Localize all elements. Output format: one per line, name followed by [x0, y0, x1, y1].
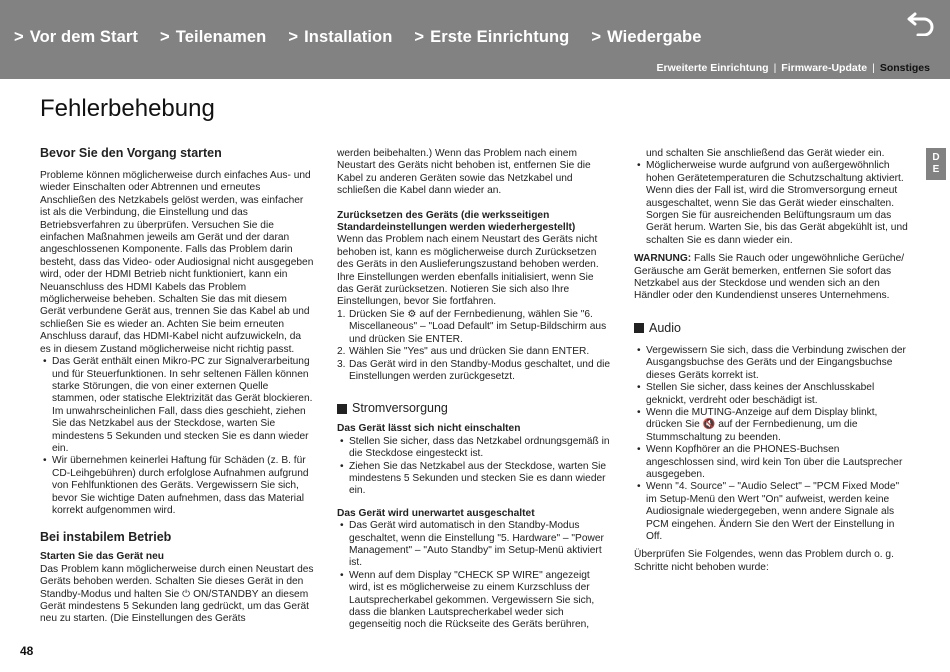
nav-installation[interactable]: > Installation	[288, 28, 393, 46]
heading-audio: Audio	[634, 321, 910, 336]
nav-teilenamen[interactable]: > Teilenamen	[160, 28, 267, 46]
list-item: • Wenn Kopfhörer an die PHONES-Buchsen angeschlossen sind, wird kein Ton über die Lautsprecher ausgegeben.	[634, 444, 910, 481]
square-bullet-icon	[337, 404, 347, 414]
paragraph-continued: werden beibehalten.) Wenn das Problem nach einem Neustart des Geräts nicht behoben ist, entfernen Sie die Kabel zu anderen Geräten sowie das Netzkabel und schließen die Kabel dann wieder an.	[337, 148, 591, 197]
nav-vor-dem-start[interactable]: > Vor dem Start	[14, 28, 139, 46]
setup-gear-icon: ⚙	[407, 308, 417, 320]
power-icon: ⏻	[182, 588, 191, 600]
list-item: • Das Gerät wird automatisch in den Standby-Modus geschaltet, wenn die Einstellung "5. Hardware" – "Power Management" – "Auto Standby" im Setup-Menü aktiviert ist.	[337, 520, 611, 570]
list-item: • Möglicherweise wurde aufgrund von außergewöhnlich hohen Gerätetemperaturen die Schutzschaltung aktiviert. Wenn dies der Fall ist, wird die Stromversorgung erneut ausgeschaltet, wenn Sie das Gerät wieder einschalten. Sorgen Sie für ausreichenden Belüftungsraum um das Gerät herum. Warten Sie, bis das Gerät abgekühlt ist, und schalten Sie es dann wieder ein.	[634, 160, 910, 247]
list-item: • Stellen Sie sicher, dass das Netzkabel ordnungsgemäß in die Steckdose eingesteckt ist.	[337, 436, 611, 461]
warning-paragraph: WARNUNG: Falls Sie Rauch oder ungewöhnliche Gerüche/ Geräusche am Gerät bemerken, entfernen Sie sofort das Netzkabel aus der Steckdose und wenden sich an den Händler oder den Kundendienst unseres Unternehmens.	[634, 253, 905, 302]
paragraph-zuruecksetzen: Wenn das Problem nach einem Neustart des Geräts nicht behoben ist, kann es möglicherweise durch Zurücksetzen des Geräts in den Auslieferungszustand behoben werden. Ihre Einstellungen werden ebenfalls initialisiert, wenn Sie das Gerät zurücksetzen. Notieren Sie sich also Ihre Einstellungen, bevor Sie fortfahren.	[337, 234, 599, 308]
subnav-separator: |	[872, 62, 875, 74]
paragraph-continued: und schalten Sie anschließend das Gerät wieder ein.	[646, 148, 885, 159]
square-bullet-icon	[634, 323, 644, 333]
column-3	[634, 148, 910, 574]
nav-wiedergabe[interactable]: > Wiedergabe	[591, 28, 702, 46]
subnav-firmware-update[interactable]: Firmware-Update	[781, 62, 868, 74]
subheading-unerwartet-aus: Das Gerät wird unerwartet ausgeschaltet	[337, 507, 535, 519]
subheading-nicht-einschalten: Das Gerät lässt sich nicht einschalten	[337, 423, 521, 435]
reset-steps	[337, 309, 611, 383]
column-2	[337, 148, 611, 632]
top-navigation-bar	[0, 0, 950, 79]
return-arrow-icon[interactable]	[906, 10, 936, 36]
subheading-zuruecksetzen: Zurücksetzen des Geräts (die werksseitigen Standardeinstellungen werden wiederhergestellt)	[337, 209, 576, 234]
subnav-sonstiges[interactable]: Sonstiges	[879, 62, 930, 74]
language-tab[interactable]: D E	[926, 148, 946, 180]
nav-erste-einrichtung[interactable]: > Erste Einrichtung	[414, 28, 570, 46]
bullet-list-heat	[634, 160, 910, 247]
list-item: • Wir übernehmen keinerlei Haftung für Schäden (z. B. für CD-Leihgebühren) durch erfolglose Aufnahmen aufgrund von Fehlfunktionen des Geräts. Vergewissern Sie sich, bevor Sie wichtige Daten aufnehmen, dass das Material korrekt aufgenommen wird.	[40, 455, 314, 517]
paragraph-intro: Probleme können möglicherweise durch einfaches Aus- und wieder Einschalten oder Abtrennen und erneutes Anschließen des Netzkabels gelöst werden, was einfacher ist als die Verbindung, die Einstellung und das Betriebsverfahren zu überprüfen. Versuchen Sie die einfachen Maßnahmen jeweils am Gerät und der daran angeschlossenen Komponente. Falls das Problem darin besteht, dass das Video- oder Audiosignal nicht ausgegeben wird, oder der HDMI Betrieb nicht funktioniert, kann ein Neuanschluss des HDMI Kabels das Problem möglicherweise beheben. Schalten Sie das mit diesem Gerät verbundene Gerät aus, trennen Sie das Kabel ab und schließen Sie es wieder an. Achten Sie beim erneuten Anschluss darauf, das HDMI-Kabel nicht aufzuwickeln, da es in diesem Zustand möglicherweise nicht richtig passt.	[40, 170, 314, 355]
bullet-list-strom1	[337, 436, 611, 498]
list-item: • Vergewissern Sie sich, dass die Verbindung zwischen der Ausgangsbuchse des Geräts und der Eingangsbuchse dieses Geräts korrekt ist.	[634, 345, 910, 382]
paragraph-neustart: Das Problem kann möglicherweise durch einen Neustart des Geräts behoben werden. Schalten Sie dieses Gerät in den Standby-Modus und halten Sie ⏻ ON/STANDBY an diesem Gerät mindestens 5 Sekunden lang gedrückt, um das Gerät neu zu starten. (Die Einstellungen des Geräts	[40, 563, 314, 625]
list-item: 3. Das Gerät wird in den Standby-Modus geschaltet, und die Einstellungen werden zurückgesetzt.	[337, 358, 611, 382]
paragraph-after-steps: Überprüfen Sie Folgendes, wenn das Problem durch o. g. Schritte nicht behoben wurde:	[634, 549, 894, 573]
column-1	[40, 146, 314, 626]
list-item: 1. Drücken Sie ⚙ auf der Fernbedienung, wählen Sie "6. Miscellaneous" – "Load Default" im Setup-Bildschirm aus und drücken Sie ENTER.	[337, 308, 607, 345]
heading-bevor-sie-starten: Bevor Sie den Vorgang starten	[40, 146, 222, 160]
warning-label: WARNUNG:	[634, 253, 692, 265]
list-item: • Wenn die MUTING-Anzeige auf dem Display blinkt, drücken Sie 🔇 auf der Fernbedienung, um die Stummschaltung zu beenden.	[634, 407, 910, 444]
heading-stromversorgung: Stromversorgung	[337, 401, 611, 416]
page-title: Fehlerbehebung	[40, 95, 215, 122]
list-item: • Ziehen Sie das Netzkabel aus der Steckdose, warten Sie mindestens 5 Sekunden und stecken Sie es dann wieder ein.	[337, 461, 611, 498]
list-item: • Wenn auf dem Display "CHECK SP WIRE" angezeigt wird, ist es möglicherweise zu einem Kurzschluss der Lautsprecherkabel gekommen. Vergewissern Sie sich, dass die blanken Lautsprecherkabel weder sich gegenseitig noch die Rückseite des Geräts berühren,	[337, 570, 611, 632]
bullet-list-intro	[40, 356, 314, 517]
mute-icon: 🔇	[702, 419, 716, 431]
bullet-list-strom2	[337, 520, 611, 632]
list-item: • Wenn "4. Source" – "Audio Select" – "PCM Fixed Mode" im Setup-Menü den Wert "On" aufweist, werden keine Audiosignale wiedergegeben, wenn andere Signale als PCM eingehen. Ändern Sie den Wert der Einstellung in Off.	[634, 481, 910, 543]
list-item: • Stellen Sie sicher, dass keines der Anschlusskabel geknickt, verdreht oder beschädigt ist.	[634, 382, 910, 407]
sub-navigation	[657, 62, 930, 74]
heading-instabiler-betrieb: Bei instabilem Betrieb	[40, 530, 172, 545]
page-number: 48	[20, 644, 34, 658]
main-nav	[14, 28, 724, 47]
list-item: • Das Gerät enthält einen Mikro-PC zur Signalverarbeitung und für Steuerfunktionen. In sehr seltenen Fällen können starke Störungen, die von einer externen Quelle stammen, oder statische Elektrizität das Gerät blockieren. Im unwahrscheinlichen Fall, dass dies geschieht, ziehen Sie das Netzkabel aus der Steckdose, warten Sie mindestens 5 Sekunden und stecken Sie es dann wieder ein.	[40, 356, 314, 455]
subnav-separator: |	[773, 62, 777, 74]
subheading-neustart: Starten Sie das Gerät neu	[40, 551, 164, 563]
list-item: 2. Wählen Sie "Yes" aus und drücken Sie dann ENTER.	[337, 346, 590, 358]
subnav-erweiterte-einrichtung[interactable]: Erweiterte Einrichtung	[656, 62, 769, 74]
bullet-list-audio	[634, 345, 910, 544]
